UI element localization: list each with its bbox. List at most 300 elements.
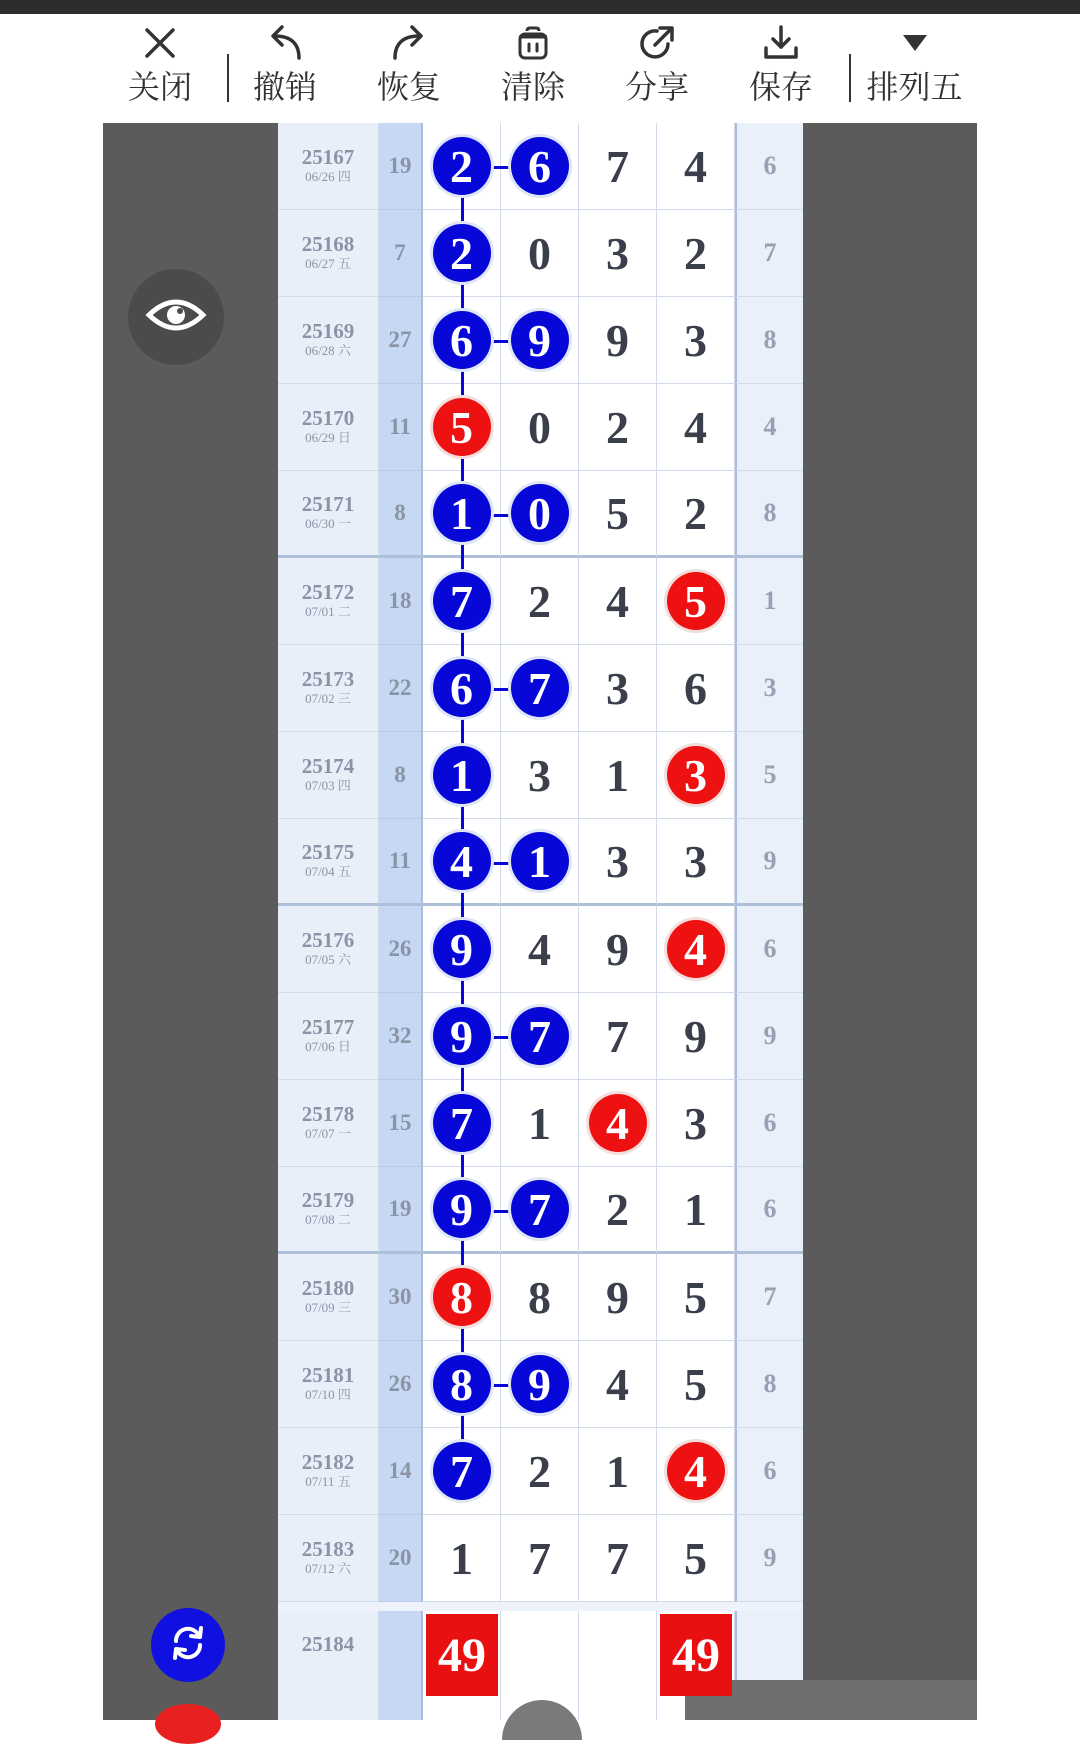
sum-cell — [379, 1080, 423, 1167]
chain-connector — [461, 1239, 464, 1268]
visibility-toggle-button[interactable] — [128, 269, 224, 365]
sum-value: 8 — [394, 500, 406, 525]
issue-date: 06/30 一 — [305, 516, 351, 531]
digit-cell[interactable] — [501, 732, 579, 819]
digit-cell[interactable] — [501, 384, 579, 471]
blue-ball: 9 — [433, 1180, 491, 1238]
digit: 7 — [606, 1010, 629, 1062]
digit-cell[interactable] — [579, 906, 657, 993]
blue-ball: 4 — [433, 832, 491, 890]
chain-connector — [461, 1065, 464, 1094]
chain-connector — [461, 282, 464, 311]
chain-connector — [461, 1326, 464, 1355]
digit: 1 — [606, 1445, 629, 1497]
issue-cell — [278, 1254, 379, 1341]
chain-connector — [461, 1413, 464, 1442]
issue-cell — [278, 906, 379, 993]
sum-cell — [379, 1515, 423, 1602]
pair-connector — [491, 862, 511, 865]
digit: 9 — [684, 1010, 707, 1062]
issue-cell — [278, 1611, 379, 1720]
sum-cell — [379, 819, 423, 906]
digit: 3 — [684, 314, 707, 366]
right-margin — [977, 14, 1080, 1720]
redo-button[interactable] — [354, 14, 464, 123]
table-row[interactable] — [278, 384, 803, 471]
sum-value: 20 — [388, 1545, 412, 1570]
table-row[interactable] — [278, 732, 803, 819]
toolbar-divider — [849, 54, 851, 102]
digit-cell[interactable] — [501, 645, 579, 732]
tail-cell — [735, 1341, 803, 1428]
digit-cell[interactable] — [579, 732, 657, 819]
sum-cell — [379, 993, 423, 1080]
refresh-icon — [168, 1623, 208, 1668]
game-select-button[interactable] — [852, 14, 977, 123]
digit-cell[interactable] — [657, 384, 735, 471]
issue-number: 25174 — [301, 754, 355, 778]
table-row[interactable] — [278, 819, 803, 906]
table-row[interactable] — [278, 1080, 803, 1167]
blue-ball: 1 — [511, 832, 569, 890]
sum-value: 26 — [388, 1371, 412, 1396]
tail-value: 9 — [763, 1021, 777, 1050]
digit: 3 — [684, 1097, 707, 1149]
sum-cell — [379, 1254, 423, 1341]
digit: 3 — [606, 835, 629, 887]
digit-cell[interactable] — [579, 1515, 657, 1602]
digit-cell[interactable] — [657, 732, 735, 819]
chain-connector — [461, 891, 464, 920]
digit: 5 — [684, 1358, 707, 1410]
blue-ball: 7 — [511, 1007, 569, 1065]
issue-number: 25170 — [301, 406, 355, 430]
prediction-digit-cell[interactable] — [579, 1611, 657, 1720]
tail-cell — [735, 645, 803, 732]
digit-cell[interactable] — [501, 558, 579, 645]
tail-value: 6 — [763, 934, 777, 963]
tail-cell — [735, 297, 803, 384]
issue-number: 25171 — [301, 492, 355, 516]
pair-connector — [491, 1036, 511, 1039]
digit: 3 — [606, 662, 629, 714]
eye-icon — [145, 295, 207, 340]
tail-cell — [735, 819, 803, 906]
chain-connector — [461, 543, 464, 572]
table-row[interactable] — [278, 645, 803, 732]
digit: 4 — [528, 923, 551, 975]
digit-cell[interactable] — [579, 1080, 657, 1167]
red-ball: 5 — [667, 572, 725, 630]
digit-cell[interactable] — [657, 1515, 735, 1602]
sum-cell — [379, 384, 423, 471]
table-row[interactable] — [278, 471, 803, 558]
digit: 6 — [684, 662, 707, 714]
close-icon — [105, 22, 215, 64]
tail-cell — [735, 558, 803, 645]
blue-ball: 9 — [433, 920, 491, 978]
sum-value: 11 — [389, 414, 411, 439]
digit: 2 — [528, 575, 551, 627]
digit-cell[interactable] — [579, 993, 657, 1080]
issue-date: 07/08 二 — [305, 1212, 351, 1227]
digit-cell[interactable] — [657, 1254, 735, 1341]
sum-cell — [379, 558, 423, 645]
download-icon — [726, 22, 836, 64]
digit: 1 — [528, 1097, 551, 1149]
digit: 7 — [528, 1532, 551, 1584]
tail-cell — [735, 906, 803, 993]
digit-cell[interactable] — [501, 1167, 579, 1254]
tail-value: 8 — [763, 325, 777, 354]
digit: 2 — [684, 487, 707, 539]
prediction-digit-cell[interactable] — [423, 1611, 501, 1720]
chain-connector — [461, 630, 464, 659]
digit-cell[interactable] — [501, 1515, 579, 1602]
digit-cell[interactable] — [657, 993, 735, 1080]
tail-cell — [735, 993, 803, 1080]
tail-value: 1 — [763, 586, 777, 615]
issue-date: 07/11 五 — [305, 1474, 351, 1489]
redo-label: 恢复 — [376, 69, 441, 105]
digit: 5 — [606, 487, 629, 539]
digit: 4 — [684, 401, 707, 453]
issue-date: 06/26 四 — [305, 169, 351, 184]
tail-value: 6 — [763, 1108, 777, 1137]
digit: 3 — [684, 835, 707, 887]
sum-value: 32 — [388, 1023, 412, 1048]
digit-cell[interactable] — [579, 384, 657, 471]
digit-cell[interactable] — [579, 1428, 657, 1515]
save-button[interactable] — [726, 14, 836, 123]
table-row[interactable] — [278, 1254, 803, 1341]
digit: 3 — [606, 227, 629, 279]
tail-cell — [735, 1080, 803, 1167]
share-button[interactable] — [602, 14, 712, 123]
clear-button[interactable] — [478, 14, 588, 123]
blue-ball: 7 — [433, 1094, 491, 1152]
tail-cell — [735, 1167, 803, 1254]
digit-cell[interactable] — [501, 1341, 579, 1428]
tail-value: 4 — [763, 412, 777, 441]
blue-ball: 2 — [433, 224, 491, 282]
digit-cell[interactable] — [657, 471, 735, 558]
digit: 2 — [684, 227, 707, 279]
triangle-down-icon — [852, 22, 977, 64]
digit: 2 — [606, 401, 629, 453]
issue-cell — [278, 471, 379, 558]
issue-date: 07/01 二 — [305, 604, 351, 619]
blue-ball: 1 — [433, 746, 491, 804]
digit-cell[interactable] — [657, 819, 735, 906]
sum-cell — [379, 645, 423, 732]
digit: 9 — [606, 314, 629, 366]
toolbar-divider — [227, 54, 229, 102]
pair-connector — [491, 688, 511, 691]
tail-cell — [735, 123, 803, 210]
issue-cell — [278, 732, 379, 819]
undo-button[interactable] — [230, 14, 340, 123]
digit-cell[interactable] — [579, 558, 657, 645]
digit: 1 — [606, 749, 629, 801]
prediction-box[interactable]: 49 — [660, 1614, 732, 1696]
issue-cell — [278, 1428, 379, 1515]
blue-ball: 6 — [433, 659, 491, 717]
issue-number: 25168 — [301, 232, 355, 256]
digit-cell[interactable] — [501, 471, 579, 558]
blue-ball: 2 — [433, 137, 491, 195]
close-button[interactable] — [105, 14, 215, 123]
digit-cell[interactable] — [579, 1167, 657, 1254]
issue-date: 06/29 日 — [305, 430, 351, 445]
digit-cell[interactable] — [579, 1341, 657, 1428]
tail-cell — [735, 1254, 803, 1341]
sum-value: 27 — [388, 327, 412, 352]
digit-cell[interactable] — [501, 906, 579, 993]
digit-cell[interactable] — [657, 1080, 735, 1167]
action-button[interactable] — [155, 1704, 221, 1744]
chain-connector — [461, 978, 464, 1007]
clear-label: 清除 — [500, 69, 565, 105]
draw-history-table[interactable] — [278, 123, 803, 1720]
chain-connector — [461, 369, 464, 398]
pair-connector — [491, 1210, 511, 1213]
sum-value: 26 — [388, 936, 412, 961]
digit-cell[interactable] — [657, 645, 735, 732]
digit: 4 — [606, 1358, 629, 1410]
pair-connector — [491, 340, 511, 343]
pair-connector — [491, 514, 511, 517]
digit-cell[interactable] — [579, 645, 657, 732]
issue-date: 07/07 一 — [305, 1126, 351, 1141]
game-label: 排列五 — [866, 69, 963, 105]
red-ball: 3 — [667, 746, 725, 804]
issue-cell — [278, 1167, 379, 1254]
issue-number: 25177 — [301, 1015, 355, 1039]
issue-number: 25169 — [301, 319, 355, 343]
issue-number: 25178 — [301, 1102, 355, 1126]
digit: 5 — [684, 1532, 707, 1584]
table-row[interactable] — [278, 1167, 803, 1254]
sum-cell — [379, 906, 423, 993]
digit: 4 — [684, 140, 707, 192]
table-row[interactable] — [278, 906, 803, 993]
digit-cell[interactable] — [579, 1254, 657, 1341]
table-row[interactable] — [278, 558, 803, 645]
sum-value: 15 — [388, 1110, 412, 1135]
issue-date: 06/28 六 — [305, 343, 351, 358]
digit-cell[interactable] — [579, 471, 657, 558]
issue-number: 25176 — [301, 928, 355, 952]
redo-icon — [354, 22, 464, 64]
digit: 1 — [450, 1532, 473, 1584]
table-row[interactable] — [278, 1515, 803, 1602]
digit-cell[interactable] — [657, 906, 735, 993]
tail-cell — [735, 384, 803, 471]
issue-number: 25175 — [301, 840, 355, 864]
table-row[interactable] — [278, 993, 803, 1080]
digit-cell[interactable] — [501, 819, 579, 906]
table-row[interactable] — [278, 1428, 803, 1515]
issue-cell — [278, 645, 379, 732]
table-row[interactable] — [278, 1341, 803, 1428]
digit-cell[interactable] — [501, 297, 579, 384]
issue-number: 25167 — [301, 145, 355, 169]
digit: 9 — [606, 1271, 629, 1323]
table-row[interactable] — [278, 123, 803, 210]
pair-connector — [491, 1384, 511, 1387]
sum-cell — [379, 210, 423, 297]
table-row[interactable] — [278, 297, 803, 384]
digit-cell[interactable] — [423, 1515, 501, 1602]
issue-cell — [278, 1341, 379, 1428]
sum-value: 8 — [394, 762, 406, 787]
issue-date: 07/12 六 — [305, 1561, 351, 1576]
issue-cell — [278, 384, 379, 471]
red-ball: 8 — [433, 1268, 491, 1326]
digit-cell[interactable] — [657, 210, 735, 297]
prediction-box[interactable]: 49 — [426, 1614, 498, 1696]
digit-cell[interactable] — [423, 1428, 501, 1515]
undo-icon — [230, 22, 340, 64]
digit: 2 — [528, 1445, 551, 1497]
digit: 2 — [606, 1183, 629, 1235]
digit-cell[interactable] — [657, 1341, 735, 1428]
tail-value: 6 — [763, 151, 777, 180]
red-ball: 4 — [667, 1442, 725, 1500]
digit-cell[interactable] — [501, 993, 579, 1080]
issue-number: 25179 — [301, 1188, 355, 1212]
tail-value: 6 — [763, 1194, 777, 1223]
tail-value: 8 — [763, 498, 777, 527]
sum-value: 7 — [394, 240, 406, 265]
digit-cell[interactable] — [501, 1254, 579, 1341]
blue-ball: 8 — [433, 1355, 491, 1413]
sum-cell — [379, 1428, 423, 1515]
sum-cell — [379, 297, 423, 384]
digit: 7 — [606, 1532, 629, 1584]
red-ball: 4 — [589, 1094, 647, 1152]
issue-date: 07/02 三 — [305, 691, 351, 706]
digit-cell[interactable] — [501, 1080, 579, 1167]
share-label: 分享 — [624, 69, 689, 105]
tail-value: 9 — [763, 1543, 777, 1572]
digit: 7 — [606, 140, 629, 192]
close-label: 关闭 — [127, 69, 192, 105]
issue-number: 25184 — [301, 1632, 355, 1656]
issue-number: 25173 — [301, 667, 355, 691]
blue-ball: 9 — [433, 1007, 491, 1065]
issue-cell — [278, 558, 379, 645]
issue-cell — [278, 123, 379, 210]
table-row[interactable] — [278, 210, 803, 297]
tail-cell — [735, 1515, 803, 1602]
digit: 3 — [528, 749, 551, 801]
digit-cell[interactable] — [501, 123, 579, 210]
chain-connector — [461, 195, 464, 224]
sum-cell — [379, 123, 423, 210]
digit-cell[interactable] — [501, 210, 579, 297]
digit-cell[interactable] — [579, 123, 657, 210]
tail-value: 7 — [763, 1282, 777, 1311]
digit-cell[interactable] — [657, 1167, 735, 1254]
digit: 5 — [684, 1271, 707, 1323]
sum-value: 18 — [388, 588, 412, 613]
pair-connector — [491, 166, 511, 169]
tail-cell — [735, 732, 803, 819]
sum-value: 30 — [388, 1284, 412, 1309]
issue-date: 07/03 四 — [305, 778, 351, 793]
digit: 4 — [606, 575, 629, 627]
sum-value: 22 — [388, 675, 412, 700]
digit-cell[interactable] — [501, 1428, 579, 1515]
chain-connector — [461, 717, 464, 746]
digit-cell[interactable] — [657, 1428, 735, 1515]
blue-ball: 0 — [511, 484, 569, 542]
issue-number: 25182 — [301, 1450, 355, 1474]
issue-date: 07/04 五 — [305, 864, 351, 879]
issue-number: 25180 — [301, 1276, 355, 1300]
digit-cell[interactable] — [657, 297, 735, 384]
share-icon — [602, 22, 712, 64]
tail-value: 6 — [763, 1456, 777, 1485]
sum-cell — [379, 732, 423, 819]
prediction-row[interactable] — [278, 1611, 803, 1698]
issue-date: 06/27 五 — [305, 256, 351, 271]
chain-connector — [461, 804, 464, 833]
digit-cell[interactable] — [579, 210, 657, 297]
tail-value: 7 — [763, 238, 777, 267]
issue-date: 07/06 日 — [305, 1039, 351, 1054]
status-bar — [0, 0, 1080, 14]
digit-cell[interactable] — [579, 297, 657, 384]
digit: 0 — [528, 227, 551, 279]
digit-cell[interactable] — [657, 558, 735, 645]
blue-ball: 7 — [433, 1442, 491, 1500]
refresh-button[interactable] — [151, 1608, 225, 1682]
blue-ball: 1 — [433, 484, 491, 542]
red-ball: 5 — [433, 398, 491, 456]
blue-ball: 9 — [511, 311, 569, 369]
tail-value: 5 — [763, 760, 777, 789]
issue-number: 25183 — [301, 1537, 355, 1561]
trash-icon — [478, 22, 588, 64]
blue-ball: 6 — [511, 137, 569, 195]
digit-cell[interactable] — [579, 819, 657, 906]
issue-cell — [278, 993, 379, 1080]
issue-cell — [278, 819, 379, 906]
digit-cell[interactable] — [657, 123, 735, 210]
issue-number: 25181 — [301, 1363, 355, 1387]
digit: 1 — [684, 1183, 707, 1235]
sum-cell — [379, 471, 423, 558]
sum-value: 14 — [388, 1458, 412, 1483]
issue-date: 07/05 六 — [305, 952, 351, 967]
issue-cell — [278, 1515, 379, 1602]
undo-label: 撤销 — [252, 69, 317, 105]
digit: 8 — [528, 1271, 551, 1323]
tail-value: 9 — [763, 846, 777, 875]
digit: 9 — [606, 923, 629, 975]
issue-cell — [278, 1080, 379, 1167]
issue-cell — [278, 297, 379, 384]
blue-ball: 7 — [511, 659, 569, 717]
toolbar — [103, 14, 977, 123]
issue-number: 25172 — [301, 580, 355, 604]
blue-ball: 7 — [433, 572, 491, 630]
sum-cell — [379, 1341, 423, 1428]
sum-value: 19 — [388, 153, 412, 178]
